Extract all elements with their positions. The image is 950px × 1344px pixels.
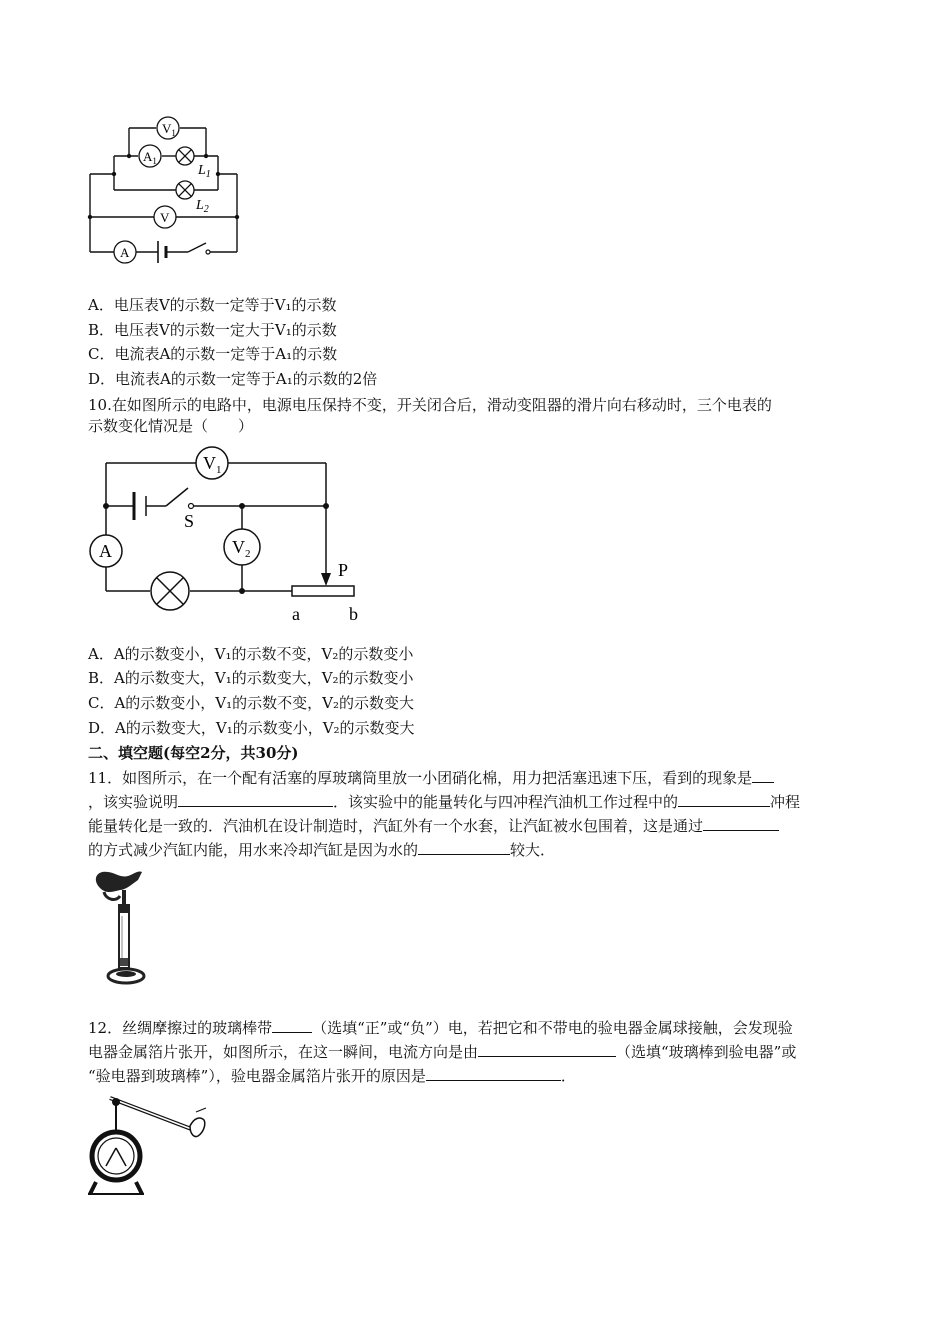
q11-blank-4[interactable] [703,816,779,831]
q10-a-label: A [99,541,112,561]
q12-text-3: 电器金属箔片张开，如图所示，在这一瞬间，电流方向是由 [88,1043,479,1061]
q10-end-b-label: b [349,604,358,624]
q10-circuit-diagram [86,440,376,630]
q12-text-2: （选填“正”或“负”）电，若把它和不带电的验电器金属球接触，会发现验 [312,1019,793,1037]
q11-blank-5[interactable] [418,840,510,855]
q11-text-6: 的方式减少汽缸内能，用水来冷却汽缸是因为水的 [88,841,419,859]
q12-text [88,1016,866,1088]
q9-a-label: A [120,245,130,260]
q9-a1-label: $A_1$ [143,149,157,166]
q9-circuit-diagram [84,112,254,272]
q12-text-1: 12．丝绸摩擦过的玻璃棒带 [88,1019,273,1037]
q10-end-a-label: a [292,604,300,624]
q11-piston-cylinder-figure [86,866,166,990]
q10-v1-label: $V_1$ [203,453,222,476]
q12-blank-1[interactable] [272,1018,312,1033]
q10-slider-label: P [338,560,349,580]
q11-text [88,766,866,862]
q11-text-5: 能量转化是一致的．汽油机在设计制造时，汽缸外有一个水套，让汽缸被水包围着，这是通过 [88,817,704,835]
q9-option-d: D．电流表A的示数一定等于A₁的示数的2倍 [88,370,378,388]
q12-blank-3[interactable] [426,1066,561,1081]
q11-text-2: ，该实验说明 [88,793,179,811]
q9-option-a: A．电压表V的示数一定等于V₁的示数 [88,296,337,314]
q11-text-4: 冲程 [770,793,801,811]
q10-stem-line2: 示数变化情况是（ ） [88,417,254,435]
q10-option-d: D．A的示数变大，V₁的示数变小，V₂的示数变大 [88,719,415,737]
q12-blank-2[interactable] [478,1042,616,1057]
q11-text-1: 11．如图所示，在一个配有活塞的厚玻璃筒里放一小团硝化棉，用力把活塞迅速下压，看到的现象是 [88,769,753,787]
q9-l1-label: $L_1$ [198,163,211,180]
q10-option-b: B．A的示数变大，V₁的示数变大，V₂的示数变小 [88,669,414,687]
q12-text-5: “验电器到玻璃棒”），验电器金属箔片张开的原因是 [88,1067,426,1085]
q10-stem-line1: 10.在如图所示的电路中，电源电压保持不变，开关闭合后，滑动变阻器的滑片向右移动时，三个电表的 [88,396,772,414]
q9-option-c: C．电流表A的示数一定等于A₁的示数 [88,345,338,363]
q11-text-3: ．该实验中的能量转化与四冲程汽油机工作过程中的 [333,793,679,811]
q11-blank-3[interactable] [678,792,770,807]
q10-option-c: C．A的示数变小，V₁的示数不变，V₂的示数变大 [88,694,415,712]
q10-switch-label: S [184,511,195,531]
q12-electroscope-figure [86,1090,211,1200]
q12-text-4: （选填“玻璃棒到验电器”或 [616,1043,797,1061]
q11-blank-1[interactable] [752,768,774,783]
q9-option-b: B．电压表V的示数一定大于V₁的示数 [88,321,337,339]
q11-blank-2[interactable] [178,792,333,807]
section-title: 二、填空题(每空2分，共30分) [88,744,299,762]
q9-v-label: V [160,210,170,225]
q12-text-6: ． [560,1067,576,1085]
q9-v1-label: $V_1$ [162,121,176,138]
q11-text-7: 较大． [510,841,556,859]
q10-option-a: A．A的示数变小，V₁的示数不变，V₂的示数变小 [88,645,414,663]
q9-l2-label: $L_2$ [196,198,209,215]
q10-v2-label: $V_2$ [232,537,251,560]
